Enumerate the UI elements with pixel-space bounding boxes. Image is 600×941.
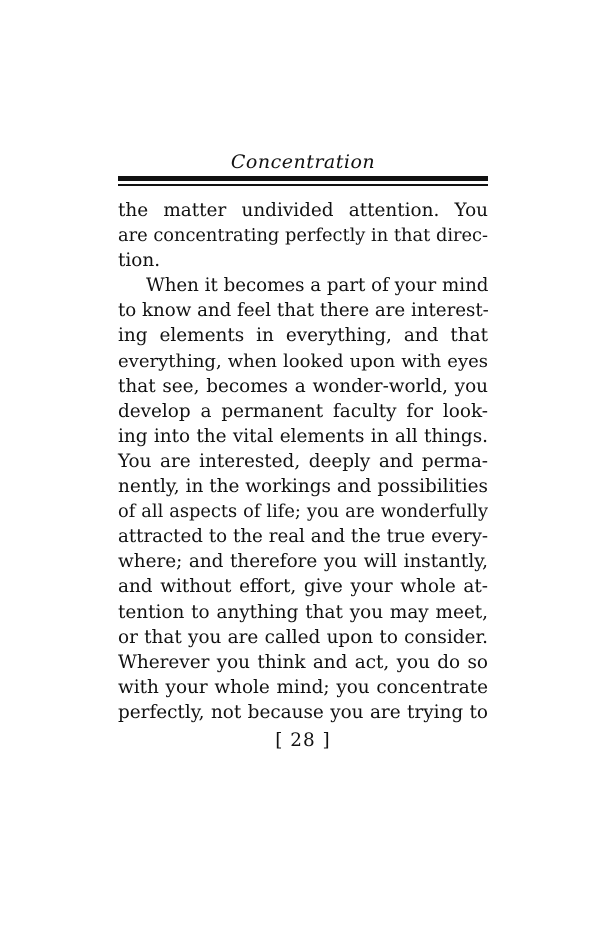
text-line: or that you are called upon to consider. [118, 626, 488, 648]
text-line: develop a permanent faculty for look- [118, 400, 488, 422]
text-line: ing elements in everything, and that [118, 325, 488, 347]
text-line: of all aspects of life; you are wonderfully [118, 501, 488, 523]
text-line: attracted to the real and the true every- [118, 526, 488, 548]
text-line: with your whole mind; you concentrate [118, 676, 488, 698]
text-line: that see, becomes a wonder-world, you [118, 375, 488, 397]
text-line: tention to anything that you may meet, [118, 601, 488, 623]
running-head-title: Concentration [230, 151, 376, 173]
text-line: are concentrating perfectly in that direc- [118, 225, 488, 247]
text-line: to know and feel that there are interest- [118, 300, 489, 322]
text-line: ing into the vital elements in all things. [118, 425, 488, 447]
text-line: where; and therefore you will instantly, [118, 551, 488, 573]
text-line: Wherever you think and act, you do so [118, 651, 488, 673]
text-line: the matter undivided attention. You [118, 200, 488, 221]
header-rule-thick [118, 176, 488, 181]
text-line: nently, in the workings and possibilities [118, 476, 488, 498]
header-rule-thin [118, 184, 488, 186]
text-line: and without effort, give your whole at- [118, 576, 488, 598]
text-line: tion. [118, 250, 161, 272]
text-line: perfectly, not because you are trying to [118, 701, 488, 723]
page-number: [ 28 ] [275, 730, 331, 751]
text-line: everything, when looked upon with eyes [118, 350, 488, 372]
body-text [118, 198, 488, 725]
text-line: You are interested, deeply and perma- [118, 450, 488, 472]
paragraph-first-line: When it becomes a part of your mind [146, 275, 489, 297]
